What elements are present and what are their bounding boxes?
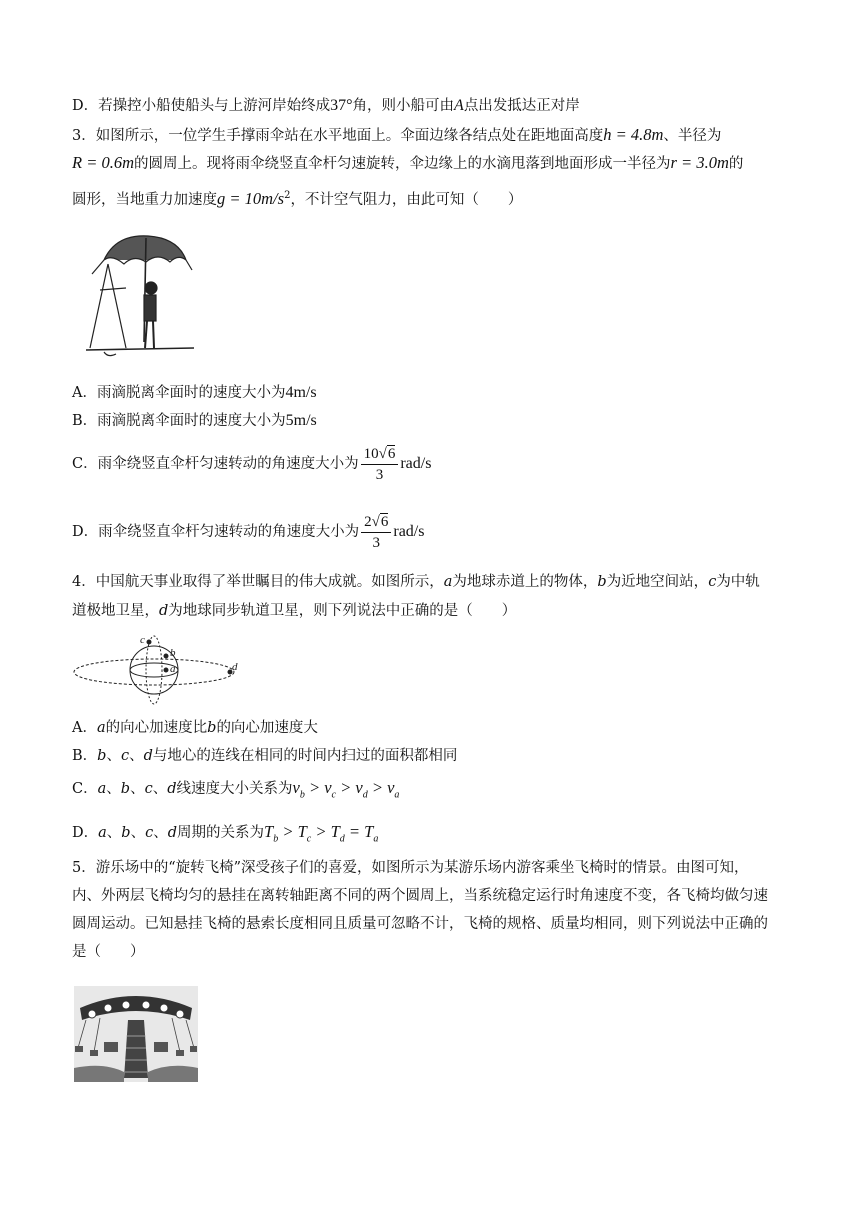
- option-text: C．雨伞绕竖直伞杆匀速转动的角速度大小为: [72, 456, 359, 472]
- option-value: 5m/s: [285, 412, 317, 429]
- var-d: d: [167, 781, 177, 797]
- orbit-figure: [70, 634, 240, 706]
- option-text: 的向心加速度比: [105, 720, 208, 736]
- height-expr: h = 4.8m: [603, 125, 664, 144]
- var-b: b: [597, 574, 607, 590]
- separator: 、: [153, 825, 168, 841]
- q3-option-c: [72, 442, 431, 486]
- q3-text-tail: ，不计空气阻力，由此可知（ ）: [290, 191, 523, 208]
- separator: 、: [129, 748, 144, 764]
- label-c: c: [140, 634, 145, 646]
- unit: rad/s: [393, 523, 425, 540]
- q4-option-a: [72, 718, 318, 738]
- option-text: 周期的关系为: [177, 825, 265, 841]
- q4-option-d: [72, 822, 378, 849]
- q3-option-d: [72, 510, 424, 554]
- option-letter: C．: [72, 781, 98, 797]
- q5-stem-line-2: 内、外两层飞椅均匀的悬挂在离转轴距离不同的两个圆周上，当系统稳定运行时角速度不变，各飞椅均做匀速: [72, 888, 768, 904]
- option-letter: B．: [72, 748, 98, 764]
- q5-stem-line-3: 圆周运动。已知悬挂飞椅的悬索长度相同且质量可忽略不计，飞椅的规格、质量均相同，则下列说法中正确的: [72, 916, 768, 932]
- frac-coef: 2: [364, 513, 372, 530]
- option-letter: D．: [72, 825, 99, 841]
- swing-ride-figure: [74, 986, 198, 1082]
- q4-option-b: [72, 746, 457, 766]
- label-a: a: [170, 663, 176, 675]
- var-b: b: [121, 825, 131, 841]
- var-a: a: [443, 574, 453, 590]
- var-d: d: [167, 825, 178, 841]
- frac-coef: 10: [363, 445, 379, 462]
- unit: rad/s: [400, 455, 432, 472]
- option-text: D．雨伞绕竖直伞杆匀速转动的角速度大小为: [72, 524, 360, 540]
- option-text: 线速度大小关系为: [176, 781, 293, 797]
- q4-option-c: [72, 778, 399, 805]
- radius-expr: R = 0.6m: [72, 153, 135, 172]
- q3-option-a: [72, 383, 317, 403]
- q4-text: 为地球同步轨道卫星，则下列说法中正确的是（ ）: [168, 603, 517, 619]
- point-label: A: [454, 97, 464, 114]
- q4-stem-line-1: [72, 572, 760, 592]
- frac-den: 3: [375, 466, 384, 483]
- angle-value: 37°: [330, 97, 353, 114]
- q4-text: 4．中国航天事业取得了举世瞩目的伟大成就。如图所示，: [72, 574, 444, 590]
- q4-stem-line-2: [72, 601, 516, 621]
- q2-d-text-end: 点出发抵达正对岸: [463, 98, 580, 114]
- var-a: a: [98, 825, 107, 841]
- gravity-expr: g = 10m/s: [217, 188, 285, 208]
- q3-stem-line-3: [72, 186, 522, 210]
- ground-radius-expr: r = 3.0m: [670, 153, 729, 172]
- q3-text: 的圆周上。现将雨伞绕竖直伞杆匀速旋转，伞边缘上的水滴甩落到地面形成一半径为: [134, 156, 671, 172]
- umbrella-figure: [86, 230, 196, 364]
- q2-option-d: [72, 96, 580, 116]
- separator: 、: [152, 781, 168, 797]
- separator: 、: [130, 781, 145, 797]
- fraction: $\frac{10√6}{3}$: [361, 444, 399, 485]
- frac-radicand: 6: [380, 513, 389, 530]
- label-b: b: [170, 647, 176, 659]
- option-text: 与地心的连线在相同的时间内扫过的面积都相同: [152, 748, 458, 764]
- gravity-exp: 2: [284, 190, 291, 201]
- q3-stem-line-1: [72, 125, 721, 146]
- fraction: $\frac{2√6}{3}$: [361, 512, 391, 553]
- option-text: 的向心加速度大: [216, 720, 318, 736]
- var-c: c: [144, 781, 153, 797]
- q2-d-text: D．若操控小船使船头与上游河岸始终成: [72, 98, 331, 114]
- separator: 、: [130, 825, 146, 841]
- period-relation: $T_b > T_c > T_d = T_a$: [264, 822, 379, 845]
- var-c: c: [145, 825, 154, 841]
- option-value: 4m/s: [285, 384, 317, 401]
- separator: 、: [106, 781, 121, 797]
- var-a: a: [96, 720, 106, 736]
- q4-text: 为地球赤道上的物体，: [452, 574, 598, 590]
- var-b: b: [207, 720, 217, 736]
- var-b: b: [120, 781, 131, 797]
- frac-den: 3: [372, 534, 380, 551]
- q3-stem-line-2: [72, 153, 743, 174]
- q3-text: 3．如图所示，一位学生手撑雨伞站在水平地面上。伞面边缘各结点处在距地面高度: [72, 128, 604, 144]
- option-letter: A．: [72, 720, 97, 736]
- frac-radicand: 6: [387, 445, 396, 462]
- var-a: a: [97, 781, 107, 797]
- q3-text-tail: 、半径为: [663, 128, 722, 144]
- q4-text: 为中轨: [716, 574, 760, 590]
- q3-text: 圆形，当地重力加速度: [72, 191, 217, 208]
- var-b: b: [97, 748, 107, 764]
- separator: 、: [106, 825, 122, 841]
- separator: 、: [106, 748, 121, 764]
- q3-text-tail: 的: [728, 156, 744, 172]
- q4-text: 为近地空间站，: [606, 574, 709, 590]
- q2-d-text-mid: 角，则小船可由: [352, 98, 455, 114]
- option-text: A．雨滴脱离伞面时的速度大小为: [72, 385, 286, 401]
- var-d: d: [143, 748, 153, 764]
- var-c: c: [708, 574, 717, 590]
- q5-stem-line-4: 是（ ）: [72, 944, 145, 960]
- var-d: d: [159, 603, 169, 619]
- q4-text: 道极地卫星，: [72, 603, 159, 619]
- q3-option-b: [72, 411, 317, 431]
- q5-stem-line-1: 5．游乐场中的“旋转飞椅”深受孩子们的喜爱，如图所示为某游乐场内游客乘坐飞椅时的情景。由图可知，: [72, 860, 749, 876]
- label-d: d: [232, 661, 238, 673]
- var-c: c: [120, 748, 130, 764]
- velocity-relation: $v_b > v_c > v_d > v_a$: [292, 778, 400, 801]
- option-text: B．雨滴脱离伞面时的速度大小为: [72, 413, 286, 429]
